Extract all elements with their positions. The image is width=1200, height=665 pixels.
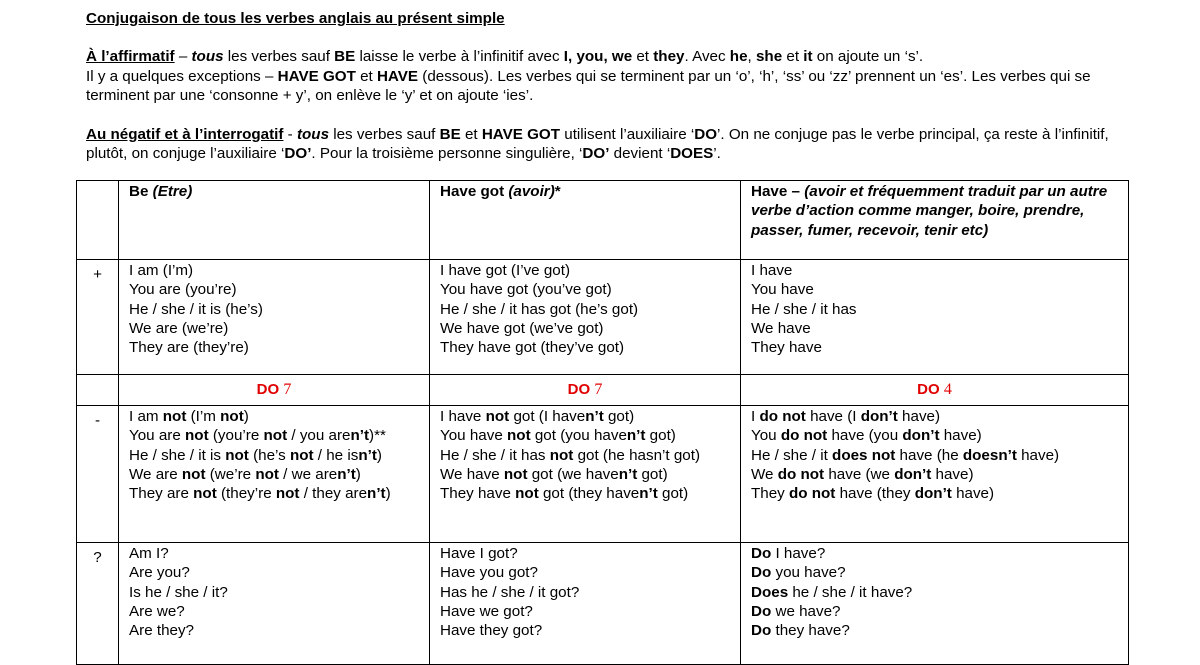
conjugation-line <box>751 563 1122 582</box>
text-run: got) <box>603 408 635 425</box>
text-run: et <box>782 48 804 65</box>
conjugation-line: We have got (we’ve got) <box>440 319 604 337</box>
do-count-row <box>77 375 1129 406</box>
keyword-it: it <box>803 48 813 65</box>
header-italic: (avoir et fréquemment traduit par un autre verbe d’action comme manger, boire, prendre, passer, fumer, recevoir, tenir etc) <box>751 183 1108 239</box>
conjugation-line <box>751 602 1122 621</box>
text-run: devient ‘ <box>609 145 671 162</box>
conjugation-table <box>76 180 1129 665</box>
conjugation-line <box>129 465 423 484</box>
text-run: We are <box>129 465 182 483</box>
affirmative-paragraph <box>86 47 1126 106</box>
text-run: / he is <box>313 446 359 464</box>
text-run: (we’re <box>205 465 256 483</box>
text-run: got (we have <box>527 465 619 483</box>
emphasis-tous: tous <box>296 125 330 143</box>
conjugation-line: Have you got? <box>440 564 538 582</box>
text-run: ) <box>243 408 249 425</box>
conjugation-line <box>129 446 423 465</box>
text-run: We <box>751 465 778 483</box>
aff-have-cell <box>741 260 1129 375</box>
question-icon: ? <box>93 549 102 566</box>
text-run: ’. <box>713 145 721 162</box>
text-run: We have <box>440 465 504 483</box>
header-have <box>741 181 1129 260</box>
text-run: you have? <box>771 564 846 582</box>
bold-run: Do <box>751 602 772 620</box>
conjugation-line <box>751 426 1122 445</box>
text-run: got (they have <box>538 485 640 503</box>
header-text: Be <box>129 183 153 200</box>
header-text: Have – <box>751 183 805 200</box>
do-number: 7 <box>594 381 603 399</box>
text-run: )** <box>369 427 386 445</box>
aff-have-got-cell <box>430 260 741 375</box>
conjugation-line <box>440 446 734 465</box>
bold-run: not <box>255 465 279 483</box>
text-run: got) <box>645 427 676 445</box>
do-number: 7 <box>283 381 292 399</box>
bold-run: not <box>503 465 528 483</box>
bold-run: not <box>193 485 217 503</box>
do-be-cell <box>119 375 430 406</box>
text-run: You have <box>440 427 508 445</box>
do-number: 4 <box>943 381 952 399</box>
conjugation-line: He / she / it has <box>751 300 857 318</box>
int-be-cell <box>119 543 430 665</box>
conjugation-line: Have I got? <box>440 545 518 562</box>
plus-symbol-cell <box>77 260 119 375</box>
int-have-got-cell <box>430 543 741 665</box>
keyword-have: HAVE <box>376 67 419 85</box>
conjugation-line <box>751 484 1122 503</box>
document-body <box>86 9 1126 164</box>
keyword-does: DOES <box>670 145 714 162</box>
text-run: They are <box>129 485 194 503</box>
text-run: laisse le verbe à l’infinitif avec <box>355 48 564 65</box>
text-run: have) <box>939 427 982 445</box>
affirmative-label: À l’affirmatif <box>86 48 175 65</box>
keyword-she: she <box>755 48 783 65</box>
negative-label: Au négatif et à l’interrogatif <box>86 125 284 143</box>
conjugation-line <box>440 484 734 503</box>
text-run: I have? <box>771 545 826 562</box>
conjugation-line <box>751 583 1122 602</box>
conjugation-line: Are they? <box>129 622 195 640</box>
bold-run: don’t <box>860 408 898 425</box>
keyword-he: he <box>729 48 748 65</box>
text-run: have (I <box>805 408 861 425</box>
bold-run: not <box>220 408 244 425</box>
int-have-cell <box>741 543 1129 665</box>
affirmative-row <box>77 260 1129 375</box>
do-empty-cell <box>77 375 119 406</box>
text-run: got) <box>637 465 668 483</box>
text-run: got (I have <box>509 408 586 425</box>
minus-icon: - <box>94 412 101 429</box>
bold-run: don’t <box>914 485 952 503</box>
bold-run: n’t <box>618 465 638 483</box>
text-run: He / she / it has <box>440 446 550 464</box>
text-run: They <box>751 485 789 503</box>
bold-run: not <box>549 446 574 464</box>
bold-run: n’t <box>585 408 604 425</box>
text-run: He / she / it <box>751 446 833 464</box>
conjugation-line <box>751 407 1122 426</box>
text-run: I <box>751 408 760 425</box>
keyword-have-got: HAVE GOT <box>481 125 561 143</box>
text-run: / you are <box>287 427 351 445</box>
text-run: (dessous). Les verbes qui se terminent par un ‘o’, ‘h’, ‘ss’ ou ‘zz’ prennent un ‘es’. Les verbes qui se terminent par une ‘consonne + y’, on enlève le ‘y’ et on ajoute ‘ies’. <box>86 67 1091 104</box>
text-run: (they’re <box>216 485 276 503</box>
text-run: (he’s <box>248 446 290 464</box>
bold-run: not <box>289 446 314 464</box>
conjugation-line: Am I? <box>129 545 169 562</box>
header-italic: (avoir) <box>508 183 555 200</box>
emphasis-tous: tous <box>191 48 224 65</box>
do-label: DO <box>917 381 940 399</box>
neg-have-cell <box>741 406 1129 543</box>
keyword-they: they <box>653 48 685 65</box>
conjugation-line <box>129 484 423 503</box>
conjugation-line: He / she / it is (he’s) <box>129 300 263 318</box>
neg-have-got-cell <box>430 406 741 543</box>
do-label: DO <box>256 381 280 399</box>
text-run: on ajoute un ‘s’. <box>812 48 924 65</box>
conjugation-line: Have they got? <box>440 622 543 640</box>
text-run: ) <box>376 446 382 464</box>
text-run: . Avec <box>684 48 730 65</box>
conjugation-line: You have <box>751 281 814 299</box>
text-run: (I’m <box>186 408 221 425</box>
bold-run: not <box>275 485 300 503</box>
conjugation-line: I am (I’m) <box>129 262 194 279</box>
text-run: They have <box>440 485 516 503</box>
bold-run: do not <box>780 427 828 445</box>
aff-be-cell <box>119 260 430 375</box>
text-run: I have <box>440 408 486 425</box>
text-run: et <box>460 125 482 143</box>
conjugation-line <box>129 426 423 445</box>
bold-run: do not <box>788 485 836 503</box>
bold-run: not <box>485 408 510 425</box>
text-run: He / she / it is <box>129 446 226 464</box>
conjugation-line <box>751 544 1122 563</box>
conjugation-line: We have <box>751 319 811 337</box>
bold-run: n’t <box>337 465 356 483</box>
bold-run: don’t <box>902 427 940 445</box>
header-italic: (Etre) <box>152 183 193 200</box>
keyword-be: BE <box>334 48 356 65</box>
text-run: ’. On ne conjuge pas le verbe principal, ça reste à l’infinitif, plutôt, on conjuge l’auxiliaire ‘ <box>86 125 1109 162</box>
conjugation-line: He / she / it has got (he’s got) <box>440 300 639 318</box>
text-run: ) <box>385 485 391 503</box>
text-run: have) <box>931 465 974 483</box>
bold-run: Do <box>751 564 772 582</box>
text-run: he / she / it have? <box>788 583 913 601</box>
keyword-do: DO’ <box>284 145 312 162</box>
keyword-pronouns: I, you, we <box>563 48 633 65</box>
bold-run: Does <box>751 583 789 601</box>
text-run: have (we <box>824 465 895 483</box>
bold-run: Do <box>751 545 772 562</box>
bold-run: not <box>185 427 209 445</box>
bold-run: do not <box>777 465 825 483</box>
text-run: have) <box>1016 446 1060 464</box>
bold-run: n’t <box>358 446 377 464</box>
text-run: got (he hasn’t got) <box>573 446 701 464</box>
text-run: et <box>355 67 377 85</box>
conjugation-line <box>440 465 734 484</box>
text-run: / they are <box>299 485 368 503</box>
keyword-be: BE <box>439 125 461 143</box>
conjugation-line: Are we? <box>129 602 185 620</box>
interrogative-row <box>77 543 1129 665</box>
conjugation-line: They have got (they’ve got) <box>440 339 625 357</box>
bold-run: not <box>515 485 539 503</box>
text-run: (you’re <box>208 427 264 445</box>
keyword-do: DO’ <box>582 145 610 162</box>
text-run: You <box>751 427 781 445</box>
do-have-got-cell <box>430 375 741 406</box>
text-run: / we are <box>278 465 338 483</box>
text-run: Il y a quelques exceptions – <box>86 67 278 85</box>
conjugation-line <box>440 426 734 445</box>
conjugation-line: Is he / she / it? <box>129 583 228 601</box>
text-run: have) <box>897 408 941 425</box>
bold-run: does not <box>832 446 896 464</box>
bold-run: n’t <box>350 427 370 445</box>
text-run: et <box>632 48 654 65</box>
conjugation-line: They are (they’re) <box>129 339 249 357</box>
keyword-do: DO <box>694 125 718 143</box>
bold-run: n’t <box>639 485 658 503</box>
conjugation-line: We are (we’re) <box>129 319 229 337</box>
text-run: . Pour la troisième personne singulière, ‘ <box>311 145 583 162</box>
conjugation-line <box>751 465 1122 484</box>
text-run: I am <box>129 408 163 425</box>
text-run: have (they <box>835 485 915 503</box>
bold-run: do not <box>759 408 806 425</box>
conjugation-line <box>751 621 1122 640</box>
text-run: got (you have <box>530 427 627 445</box>
conjugation-line <box>751 446 1122 465</box>
text-run: les verbes sauf <box>223 48 335 65</box>
conjugation-line <box>129 407 423 426</box>
negative-row <box>77 406 1129 543</box>
conjugation-line: They have <box>751 339 822 357</box>
header-be <box>119 181 430 260</box>
conjugation-line: Have we got? <box>440 602 533 620</box>
negative-paragraph <box>86 125 1126 164</box>
bold-run: not <box>181 465 206 483</box>
conjugation-line: Are you? <box>129 564 190 582</box>
footnote-star: * <box>554 183 561 200</box>
do-have-cell <box>741 375 1129 406</box>
header-have-got <box>430 181 741 260</box>
do-label: DO <box>567 381 591 399</box>
text-run: - <box>283 125 297 143</box>
text-run: les verbes sauf <box>329 125 440 143</box>
bold-run: don’t <box>894 465 932 483</box>
conjugation-line <box>440 407 734 426</box>
conjugation-line: Has he / she / it got? <box>440 583 580 601</box>
bold-run: not <box>507 427 531 445</box>
bold-run: Do <box>751 622 772 640</box>
text-run: they have? <box>771 622 850 640</box>
bold-run: n’t <box>626 427 646 445</box>
table-header-row <box>77 181 1129 260</box>
text-run: have) <box>951 485 995 503</box>
text-run: got) <box>657 485 689 503</box>
text-run: we have? <box>771 602 841 620</box>
header-text: Have got <box>440 183 509 200</box>
text-run: , <box>747 48 756 65</box>
text-run: have (he <box>895 446 963 464</box>
conjugation-line: You are (you’re) <box>129 281 237 299</box>
question-symbol-cell <box>77 543 119 665</box>
bold-run: not <box>263 427 288 445</box>
plus-icon: + <box>93 266 102 283</box>
text-run: ) <box>355 465 361 483</box>
bold-run: not <box>162 408 187 425</box>
page-title: Conjugaison de tous les verbes anglais au présent simple <box>86 10 505 27</box>
neg-be-cell <box>119 406 430 543</box>
conjugation-line: I have got (I’ve got) <box>440 262 571 279</box>
keyword-have-got: HAVE GOT <box>277 67 356 85</box>
text-run: – <box>174 48 192 65</box>
conjugation-line: You have got (you’ve got) <box>440 281 612 299</box>
bold-run: doesn’t <box>962 446 1017 464</box>
bold-run: not <box>225 446 249 464</box>
text-run: have (you <box>827 427 903 445</box>
text-run: You are <box>129 427 186 445</box>
minus-symbol-cell <box>77 406 119 543</box>
text-run: utilisent l’auxiliaire ‘ <box>560 125 695 143</box>
conjugation-line: I have <box>751 262 793 279</box>
bold-run: n’t <box>367 485 386 503</box>
header-empty-cell <box>77 181 119 260</box>
